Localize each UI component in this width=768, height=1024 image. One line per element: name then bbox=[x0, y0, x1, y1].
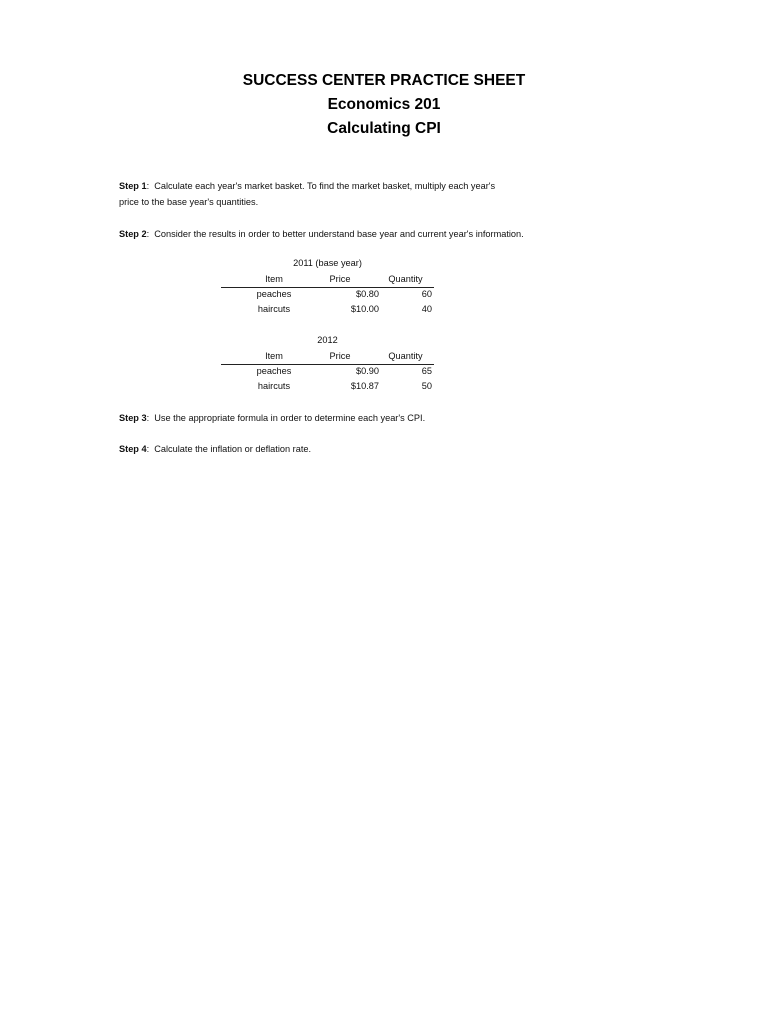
table-row bbox=[221, 381, 434, 396]
cell-quantity: 40 bbox=[421, 304, 432, 314]
cell-price: $0.90 bbox=[356, 366, 379, 376]
cell-price: $0.80 bbox=[356, 289, 379, 299]
cell-item: peaches bbox=[256, 366, 292, 376]
cell-price: $10.00 bbox=[350, 304, 379, 314]
course-title: Economics 201 bbox=[327, 96, 441, 113]
topic-title: Calculating CPI bbox=[327, 120, 441, 137]
step-3-text: Use the appropriate formula in order to determine each year's CPI. bbox=[154, 413, 426, 423]
cell-item: haircuts bbox=[257, 381, 291, 391]
step-4-text: Calculate the inflation or deflation rate. bbox=[154, 444, 312, 454]
sheet-title: SUCCESS CENTER PRACTICE SHEET bbox=[242, 72, 526, 89]
table-divider bbox=[221, 287, 434, 288]
cell-item: peaches bbox=[256, 289, 292, 299]
cell-quantity: 65 bbox=[421, 366, 432, 376]
cell-item: haircuts bbox=[257, 304, 291, 314]
cell-quantity: 50 bbox=[421, 381, 432, 391]
course-heading bbox=[0, 96, 768, 114]
step-2: Step 2: Consider the results in order to better understand base year and current year's information. bbox=[119, 229, 524, 239]
topic-heading bbox=[0, 120, 768, 138]
cell-quantity: 60 bbox=[421, 289, 432, 299]
step-2-text: Consider the results in order to better understand base year and current year's information. bbox=[154, 229, 524, 239]
header-price: Price bbox=[329, 351, 351, 361]
step-2-label: Step 2 bbox=[119, 229, 147, 239]
step-4: Step 4: Calculate the inflation or deflation rate. bbox=[119, 444, 312, 454]
step-1-text: Calculate each year's market basket. To find the market basket, multiply each year's bbox=[154, 181, 496, 191]
header-item: Item bbox=[265, 274, 283, 284]
header-quantity: Quantity bbox=[388, 274, 423, 284]
table-caption: 2012 bbox=[317, 335, 338, 345]
table-row bbox=[221, 304, 434, 319]
table-divider bbox=[221, 364, 434, 365]
step-4-label: Step 4 bbox=[119, 444, 147, 454]
cell-price: $10.87 bbox=[350, 381, 379, 391]
header-item: Item bbox=[265, 351, 283, 361]
title-heading bbox=[0, 72, 768, 90]
table-caption: 2011 (base year) bbox=[293, 258, 362, 268]
step-3: Step 3: Use the appropriate formula in order to determine each year's CPI. bbox=[119, 413, 426, 423]
header-quantity: Quantity bbox=[388, 351, 423, 361]
header-price: Price bbox=[329, 274, 351, 284]
table-row bbox=[221, 289, 434, 304]
step-3-label: Step 3 bbox=[119, 413, 147, 423]
table-row bbox=[221, 366, 434, 381]
step-1: Step 1: Calculate each year's market basket. To find the market basket, multiply each year's price to the base year's quantities. bbox=[119, 181, 496, 207]
step-1-label: Step 1 bbox=[119, 181, 147, 191]
step-1-text-cont: price to the base year's quantities. bbox=[119, 196, 259, 207]
